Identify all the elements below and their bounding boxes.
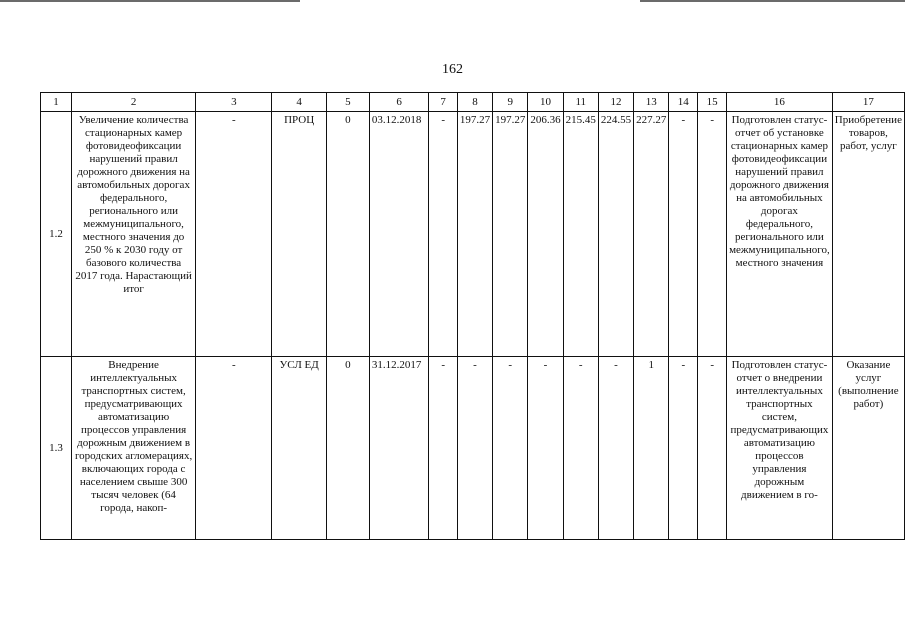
unit-cell: ПРОЦ bbox=[272, 112, 326, 357]
cell-col14: - bbox=[669, 357, 698, 540]
header-cell: 15 bbox=[698, 93, 727, 112]
type-cell: Приобретение товаров, работ, услуг bbox=[832, 112, 904, 357]
header-cell: 6 bbox=[369, 93, 429, 112]
header-cell: 3 bbox=[196, 93, 272, 112]
result-cell: Подготовлен статус-отчет о внедрении интеллектуальных транспортных систем, предусматривающих автоматизацию процессов управления дорожным движением в го- bbox=[727, 357, 833, 540]
scan-edge-right bbox=[640, 0, 905, 2]
row-number: 1.2 bbox=[41, 112, 72, 357]
data-table bbox=[40, 92, 905, 540]
page-number: 162 bbox=[442, 62, 463, 77]
table-row bbox=[41, 112, 905, 357]
type-cell: Оказание услуг (выполнение работ) bbox=[832, 357, 904, 540]
value-cell: - bbox=[563, 357, 598, 540]
header-cell: 7 bbox=[429, 93, 457, 112]
value-cell: 224.55 bbox=[598, 112, 633, 357]
row-description: Увеличение количества стационарных камер фотовидеофиксации нарушений правил дорожного движения на автомобильных дорогах федерального, регионального или межмуниципального, местного значения до 250 % к 2030 году от базового количества 2017 года. Нарастающий итог bbox=[71, 112, 195, 357]
header-cell: 13 bbox=[634, 93, 669, 112]
header-cell: 1 bbox=[41, 93, 72, 112]
header-cell: 9 bbox=[493, 93, 528, 112]
date-cell: 31.12.2017 bbox=[369, 357, 429, 540]
row-description: Внедрение интеллектуальных транспортных систем, предусматривающих автоматизацию процессов управления дорожным движением в городских агломерациях, включающих города с населением свыше 300 тысяч человек (64 города, накоп- bbox=[71, 357, 195, 540]
header-cell: 5 bbox=[326, 93, 369, 112]
row-number: 1.3 bbox=[41, 357, 72, 540]
header-cell: 8 bbox=[457, 93, 492, 112]
header-cell: 14 bbox=[669, 93, 698, 112]
value-cell: 215.45 bbox=[563, 112, 598, 357]
header-cell: 17 bbox=[832, 93, 904, 112]
header-cell: 10 bbox=[528, 93, 563, 112]
header-cell: 16 bbox=[727, 93, 833, 112]
header-cell: 4 bbox=[272, 93, 326, 112]
scan-edge-left bbox=[0, 0, 300, 2]
cell-col3: - bbox=[196, 357, 272, 540]
cell-col14: - bbox=[669, 112, 698, 357]
value-cell: - bbox=[598, 357, 633, 540]
base-value-cell: 0 bbox=[326, 357, 369, 540]
header-cell: 11 bbox=[563, 93, 598, 112]
value-cell: 206.36 bbox=[528, 112, 563, 357]
value-cell: 197.27 bbox=[493, 112, 528, 357]
cell-col3: - bbox=[196, 112, 272, 357]
table-header-row bbox=[41, 93, 905, 112]
header-cell: 2 bbox=[71, 93, 195, 112]
value-cell: - bbox=[493, 357, 528, 540]
header-cell: 12 bbox=[598, 93, 633, 112]
date-cell: 03.12.2018 bbox=[369, 112, 429, 357]
unit-cell: УСЛ ЕД bbox=[272, 357, 326, 540]
result-cell: Подготовлен статус-отчет об установке стационарных камер фотовидеофиксации нарушений правил дорожного движения на автомобильных дорогах федерального, регионального или межмуниципального, местного значения bbox=[727, 112, 833, 357]
base-value-cell: 0 bbox=[326, 112, 369, 357]
value-cell: 227.27 bbox=[634, 112, 669, 357]
value-cell: 197.27 bbox=[457, 112, 492, 357]
value-cell: 1 bbox=[634, 357, 669, 540]
cell-col7: - bbox=[429, 112, 457, 357]
value-cell: - bbox=[457, 357, 492, 540]
value-cell: - bbox=[528, 357, 563, 540]
table-row bbox=[41, 357, 905, 540]
cell-col7: - bbox=[429, 357, 457, 540]
cell-col15: - bbox=[698, 357, 727, 540]
cell-col15: - bbox=[698, 112, 727, 357]
